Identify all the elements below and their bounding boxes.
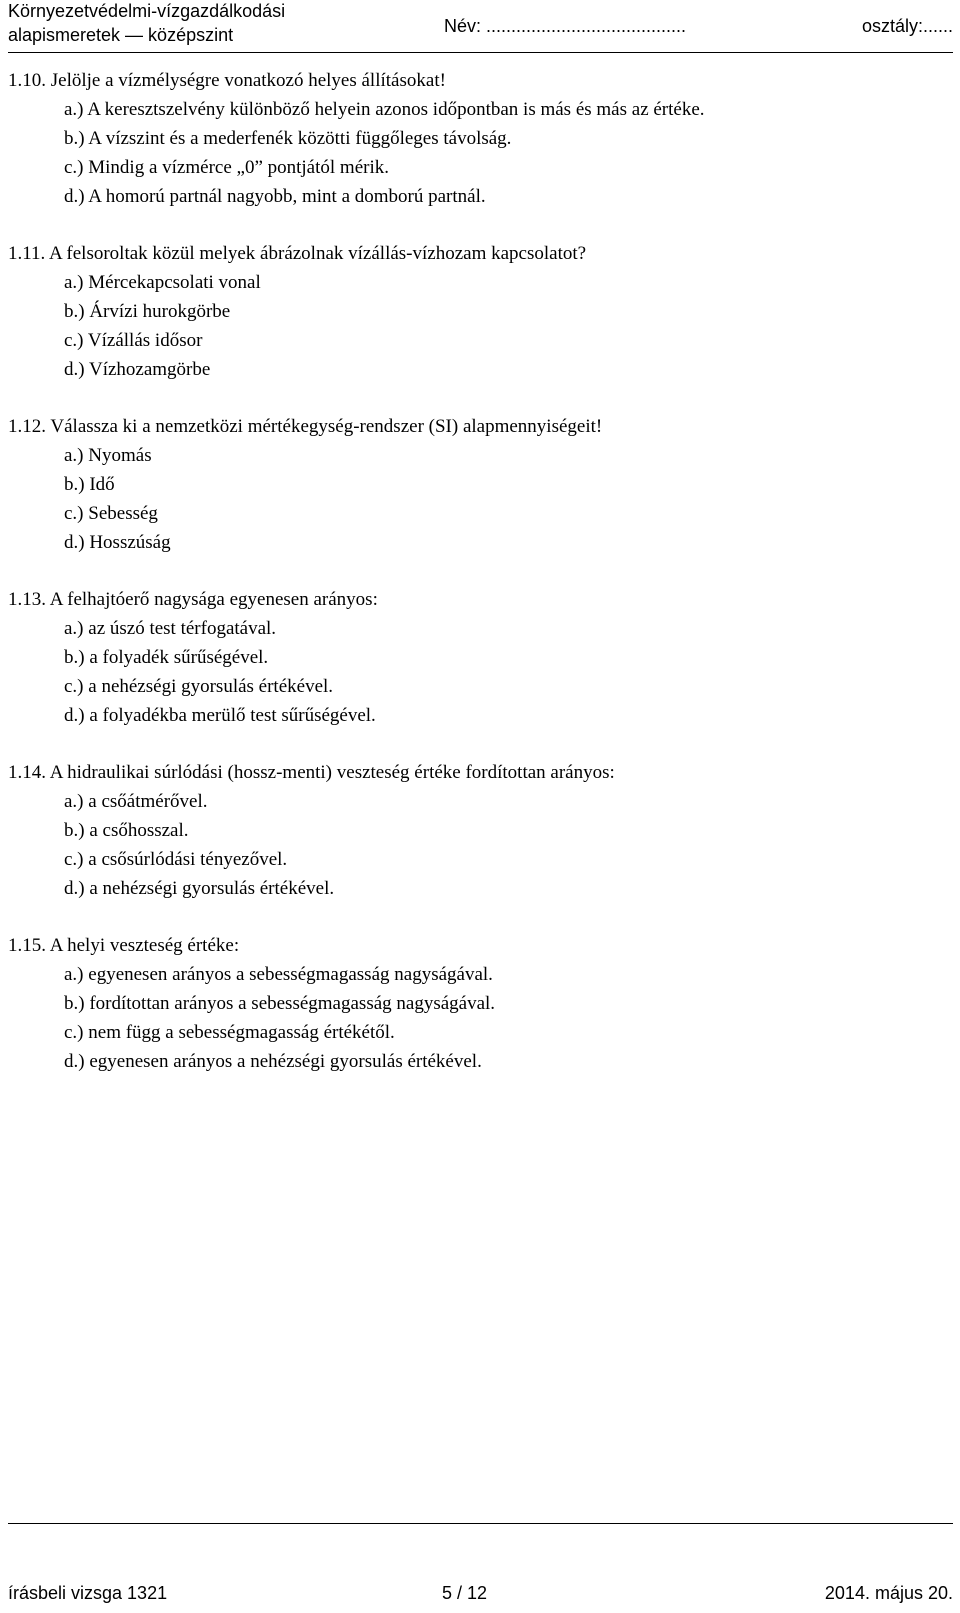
option-d: d.) a folyadékba merülő test sűrűségével. xyxy=(64,705,376,726)
option-b: b.) a folyadék sűrűségével. xyxy=(64,647,269,668)
page-footer xyxy=(8,1582,953,1606)
option-b: b.) A vízszint és a mederfenék közötti függőleges távolság. xyxy=(64,128,512,149)
option-d: d.) a nehézségi gyorsulás értékével. xyxy=(64,878,335,899)
question-1-10 xyxy=(8,66,953,211)
question-title: 1.14. A hidraulikai súrlódási (hossz-menti) veszteség értéke fordítottan arányos: xyxy=(8,762,615,783)
question-title: 1.15. A helyi veszteség értéke: xyxy=(8,935,240,956)
question-title: 1.10. Jelölje a vízmélységre vonatkozó helyes állításokat! xyxy=(8,70,446,91)
option-a: a.) A keresztszelvény különböző helyein azonos időpontban is más és más az értéke. xyxy=(64,99,705,120)
option-c: c.) Mindig a vízmérce „0” pontjától mérik. xyxy=(64,157,389,178)
footer-divider xyxy=(8,1523,953,1524)
header-divider xyxy=(8,52,953,53)
question-1-15 xyxy=(8,931,953,1076)
class-field: osztály:...... xyxy=(861,16,953,36)
option-a: a.) az úszó test térfogatával. xyxy=(64,618,277,639)
question-1-12 xyxy=(8,412,953,557)
option-d: d.) Hosszúság xyxy=(64,532,171,553)
option-a: a.) egyenesen arányos a sebességmagasság nagyságával. xyxy=(64,964,493,985)
option-c: c.) nem függ a sebességmagasság értékétől. xyxy=(64,1022,395,1043)
subject-title: Környezetvédelmi-vízgazdálkodási xyxy=(8,1,286,21)
level-title: alapismeretek — középszint xyxy=(8,25,234,45)
name-field: Név: ........................................ xyxy=(444,16,687,36)
exam-id: írásbeli vizsga 1321 xyxy=(8,1583,168,1603)
option-d: d.) egyenesen arányos a nehézségi gyorsulás értékével. xyxy=(64,1051,482,1072)
option-b: b.) fordítottan arányos a sebességmagasság nagyságával. xyxy=(64,993,496,1014)
question-title: 1.13. A felhajtóerő nagysága egyenesen arányos: xyxy=(8,589,378,610)
option-d: d.) Vízhozamgörbe xyxy=(64,359,211,380)
question-title: 1.12. Válassza ki a nemzetközi mértékegység-rendszer (SI) alapmennyiségeit! xyxy=(8,416,603,437)
question-list xyxy=(8,66,953,1104)
option-c: c.) a csősúrlódási tényezővel. xyxy=(64,849,288,870)
question-1-13 xyxy=(8,585,953,730)
option-c: c.) a nehézségi gyorsulás értékével. xyxy=(64,676,334,697)
option-b: b.) Idő xyxy=(64,474,115,495)
option-b: b.) a csőhosszal. xyxy=(64,820,189,841)
option-c: c.) Vízállás idősor xyxy=(64,330,203,351)
question-1-14 xyxy=(8,758,953,903)
option-a: a.) Nyomás xyxy=(64,445,152,466)
question-1-11 xyxy=(8,239,953,384)
page-number: 5 / 12 xyxy=(442,1583,488,1603)
option-c: c.) Sebesség xyxy=(64,503,158,524)
option-b: b.) Árvízi hurokgörbe xyxy=(64,301,231,322)
question-title: 1.11. A felsoroltak közül melyek ábrázolnak vízállás-vízhozam kapcsolatot? xyxy=(8,243,587,264)
option-a: a.) Mércekapcsolati vonal xyxy=(64,272,261,293)
option-d: d.) A homorú partnál nagyobb, mint a domború partnál. xyxy=(64,186,486,207)
page-header xyxy=(8,0,953,50)
exam-date: 2014. május 20. xyxy=(824,1583,953,1603)
option-a: a.) a csőátmérővel. xyxy=(64,791,208,812)
